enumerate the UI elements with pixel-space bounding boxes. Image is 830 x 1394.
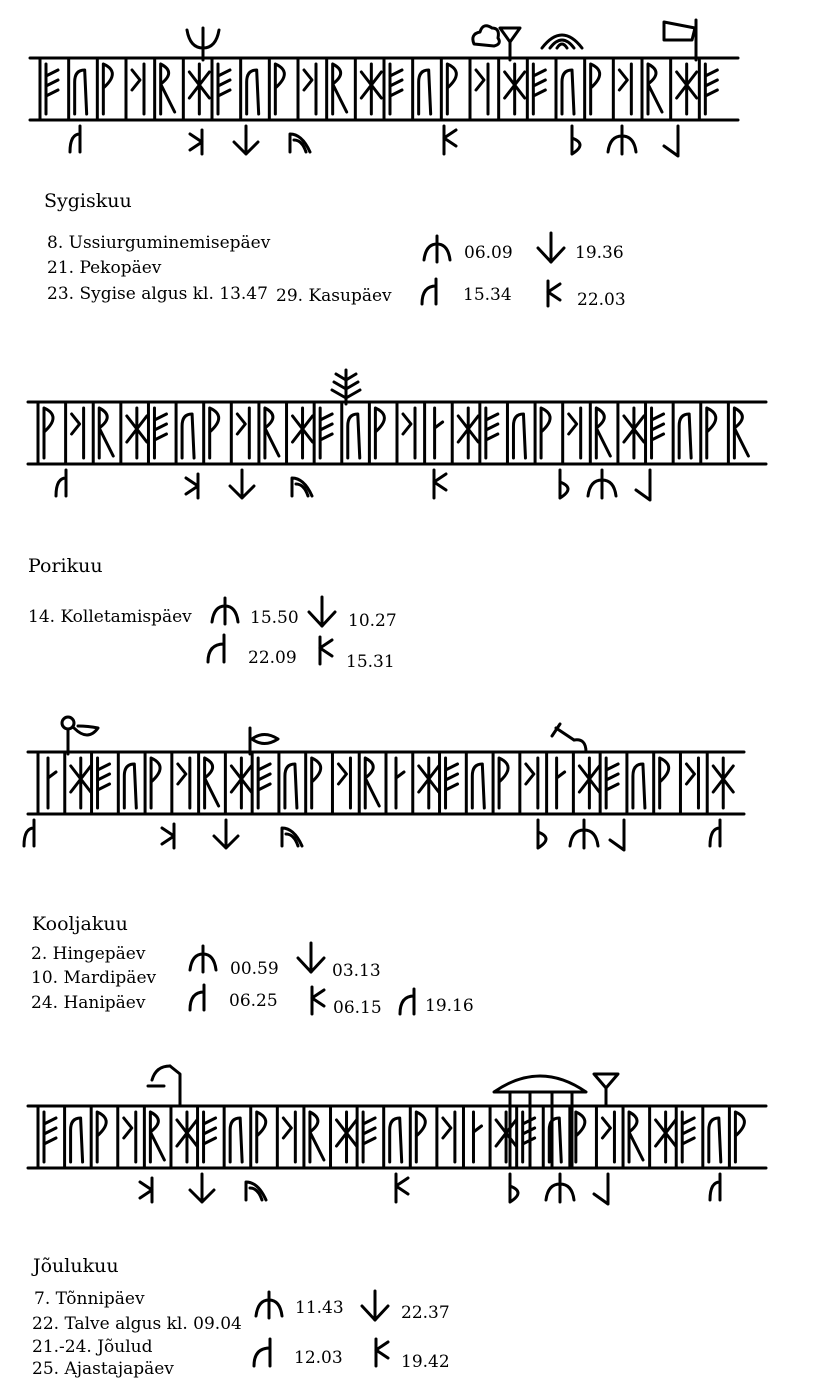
- rainbow-pictogram-icon: [542, 35, 582, 48]
- moon-phase-fork-icon: [186, 942, 220, 976]
- moon-time: 19.42: [401, 1352, 450, 1372]
- moon-phase-branch-icon: [304, 984, 332, 1018]
- moon-time: 00.59: [230, 959, 279, 979]
- moon-time: 11.43: [295, 1298, 344, 1318]
- moon-phase-hook-icon: [202, 632, 232, 666]
- moon-phase-fork-icon: [208, 594, 242, 628]
- flag-pictogram-icon: [500, 28, 520, 60]
- moon-time: 15.31: [346, 652, 395, 672]
- month-title-sygiskuu: Sygiskuu: [44, 190, 132, 212]
- goose-pictogram-icon: [62, 717, 98, 754]
- moon-phase-fork-icon: [252, 1288, 286, 1322]
- rune-strip-joulukuu: [28, 1106, 766, 1204]
- tree-pictogram-icon: [332, 370, 360, 404]
- moon-phase-hook-icon: [248, 1336, 278, 1370]
- rune-strip-kooljakuu: [24, 752, 744, 850]
- moon-phase-hook-icon: [394, 986, 424, 1018]
- moon-phase-hook-icon: [416, 276, 446, 308]
- snake-pictogram-icon: [187, 28, 219, 60]
- holiday-item: 23. Sygise algus kl. 13.47: [47, 284, 268, 304]
- holiday-item: 29. Kasupäev: [276, 286, 392, 306]
- moon-time: 10.27: [348, 611, 397, 631]
- holiday-item: 22. Talve algus kl. 09.04: [32, 1314, 242, 1334]
- funnel-pictogram-icon: [594, 1074, 618, 1106]
- moon-time: 06.25: [229, 991, 278, 1011]
- moon-phase-fork-icon: [420, 232, 454, 266]
- moon-phase-branch-icon: [368, 1336, 396, 1370]
- bridge-pictogram-icon: [494, 1076, 586, 1168]
- moon-time: 15.50: [250, 608, 299, 628]
- moon-phase-hook-icon: [184, 982, 214, 1014]
- month-title-joulukuu: Jõulukuu: [33, 1255, 119, 1277]
- moon-time: 12.03: [294, 1348, 343, 1368]
- moon-time: 19.36: [575, 243, 624, 263]
- holiday-item: 25. Ajastajapäev: [32, 1359, 174, 1379]
- horn-pictogram-icon: [664, 20, 696, 60]
- holiday-item: 2. Hingepäev: [31, 944, 146, 964]
- moon-phase-arrow-down-icon: [534, 230, 568, 266]
- moon-time: 06.09: [464, 243, 513, 263]
- cloud-pictogram-icon: [473, 26, 499, 46]
- bell-pictogram-icon: [148, 1066, 180, 1106]
- moon-phase-branch-icon: [540, 278, 568, 310]
- leaf-pictogram-icon: [250, 728, 278, 754]
- moon-time: 22.03: [577, 290, 626, 310]
- rune-strip-porikuu: [28, 402, 766, 500]
- holiday-item: 24. Hanipäev: [31, 993, 146, 1013]
- holiday-item: 21. Pekopäev: [47, 258, 162, 278]
- moon-phase-arrow-down-icon: [305, 594, 339, 630]
- moon-time: 22.09: [248, 648, 297, 668]
- moon-phase-arrow-down-icon: [358, 1288, 392, 1324]
- holiday-item: 10. Mardipäev: [31, 968, 157, 988]
- month-title-kooljakuu: Kooljakuu: [32, 913, 128, 935]
- moon-time: 22.37: [401, 1303, 450, 1323]
- holiday-item: 8. Ussiurguminemisepäev: [47, 233, 271, 253]
- moon-phase-branch-icon: [312, 634, 340, 668]
- holiday-item: 21.-24. Jõulud: [32, 1337, 153, 1357]
- month-title-porikuu: Porikuu: [28, 555, 103, 577]
- moon-time: 06.15: [333, 998, 382, 1018]
- moon-phase-arrow-down-icon: [294, 940, 328, 976]
- holiday-item: 7. Tõnnipäev: [34, 1289, 145, 1309]
- scythe-pictogram-icon: [552, 724, 586, 752]
- moon-time: 19.16: [425, 996, 474, 1016]
- holiday-item: 14. Kolletamispäev: [28, 607, 192, 627]
- moon-time: 15.34: [463, 285, 512, 305]
- rune-strip-sygiskuu: [30, 58, 738, 156]
- moon-time: 03.13: [332, 961, 381, 981]
